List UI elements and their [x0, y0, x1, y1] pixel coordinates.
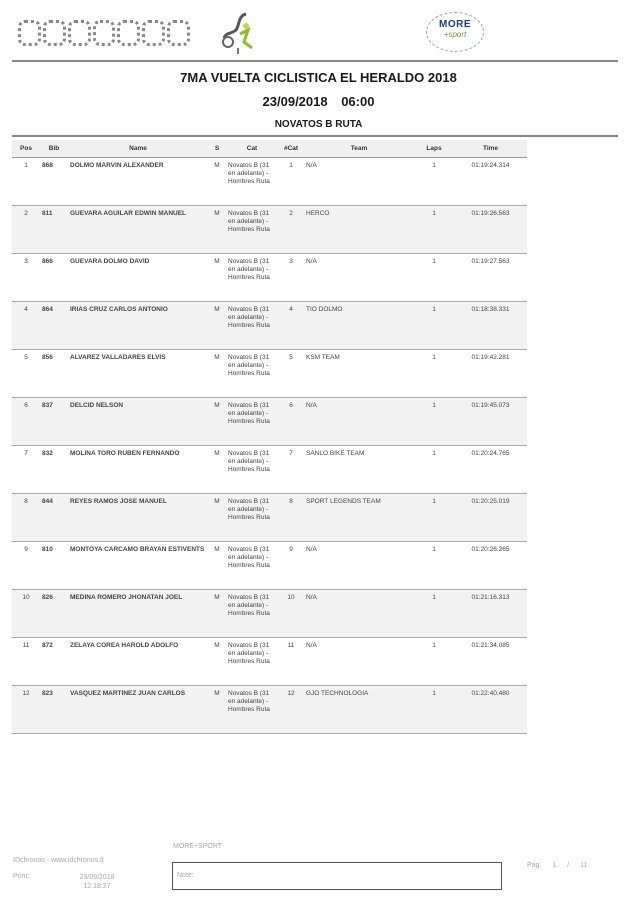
cell-name: IRIAS CRUZ CARLOS ANTONIO	[68, 302, 208, 350]
cell-cat: Novatos B (31 en adelante) - Hombres Ruta	[226, 398, 278, 446]
cell-cat: Novatos B (31 en adelante) - Hombres Ruta	[226, 254, 278, 302]
note-box	[172, 862, 502, 890]
cell-pos: 2	[12, 206, 40, 254]
cell-cpos: 7	[278, 446, 304, 494]
table-row	[12, 542, 527, 590]
cell-name: GUEVARA AGUILAR EDWIN MANUEL	[68, 206, 208, 254]
col-laps: Laps	[414, 140, 454, 158]
cell-cat: Novatos B (31 en adelante) - Hombres Ruta	[226, 446, 278, 494]
cell-cat: Novatos B (31 en adelante) - Hombres Ruta	[226, 590, 278, 638]
cell-laps: 1	[414, 398, 454, 446]
cell-bib: 832	[40, 446, 68, 494]
cell-name: VASQUEZ MARTINEZ JUAN CARLOS	[68, 686, 208, 734]
cell-s: M	[208, 254, 226, 302]
cell-cpos: 12	[278, 686, 304, 734]
cell-cpos: 1	[278, 158, 304, 206]
cell-team: SANLO BIKE TEAM	[304, 446, 414, 494]
cell-cat: Novatos B (31 en adelante) - Hombres Ruta	[226, 350, 278, 398]
event-title: 7MA VUELTA CICLISTICA EL HERALDO 2018	[180, 70, 457, 85]
cell-s: M	[208, 638, 226, 686]
cell-name: ZELAYA COREA HAROLD ADOLFO	[68, 638, 208, 686]
cell-s: M	[208, 302, 226, 350]
cell-cat: Novatos B (31 en adelante) - Hombres Ruta	[226, 638, 278, 686]
table-row	[12, 206, 527, 254]
cell-laps: 1	[414, 158, 454, 206]
cell-bib: 866	[40, 254, 68, 302]
cell-cpos: 11	[278, 638, 304, 686]
cell-time: 01:19:45.073	[454, 398, 527, 446]
cell-cpos: 5	[278, 350, 304, 398]
cyclist-logo-icon	[218, 10, 260, 56]
cell-pos: 12	[12, 686, 40, 734]
cell-bib: 872	[40, 638, 68, 686]
cell-team: N/A	[304, 638, 414, 686]
print-timestamp: 23/09/2018 12:18:27	[79, 874, 115, 890]
table-row	[12, 350, 527, 398]
table-row	[12, 446, 527, 494]
cell-cat: Novatos B (31 en adelante) - Hombres Ruta	[226, 302, 278, 350]
col-team: Team	[304, 140, 414, 158]
table-row	[12, 590, 527, 638]
cell-name: GUEVARA DOLMO DAVID	[68, 254, 208, 302]
cell-time: 01:18:38.331	[454, 302, 527, 350]
cell-s: M	[208, 542, 226, 590]
cell-bib: 856	[40, 350, 68, 398]
cell-name: REYES RAMOS JOSE MANUEL	[68, 494, 208, 542]
cell-bib: 811	[40, 206, 68, 254]
cell-pos: 5	[12, 350, 40, 398]
cell-name: DELCID NELSON	[68, 398, 208, 446]
more-sport-logo: MORE +sport	[426, 12, 484, 52]
cell-s: M	[208, 494, 226, 542]
cell-team: KSM TEAM	[304, 350, 414, 398]
cell-cpos: 6	[278, 398, 304, 446]
results-table	[12, 140, 527, 734]
cell-cat: Novatos B (31 en adelante) - Hombres Ruta	[226, 686, 278, 734]
cell-s: M	[208, 350, 226, 398]
col-name: Name	[68, 140, 208, 158]
cell-laps: 1	[414, 494, 454, 542]
title-divider	[12, 135, 618, 137]
cell-team: GJO TECHNOLOGIA	[304, 686, 414, 734]
cell-team: TIO DOLMO	[304, 302, 414, 350]
cell-cat: Novatos B (31 en adelante) - Hombres Ruta	[226, 158, 278, 206]
table-row	[12, 494, 527, 542]
cell-s: M	[208, 158, 226, 206]
cell-laps: 1	[414, 590, 454, 638]
cell-bib: 868	[40, 158, 68, 206]
cell-pos: 1	[12, 158, 40, 206]
cell-s: M	[208, 398, 226, 446]
footer-sponsor: MORE+SPORT	[173, 843, 223, 850]
cell-bib: 823	[40, 686, 68, 734]
cell-name: ALVAREZ VALLADARES ELVIS	[68, 350, 208, 398]
cell-s: M	[208, 446, 226, 494]
cell-pos: 8	[12, 494, 40, 542]
cell-cpos: 4	[278, 302, 304, 350]
cell-time: 01:22:40.480	[454, 686, 527, 734]
cell-cpos: 8	[278, 494, 304, 542]
table-row	[12, 254, 527, 302]
cell-team: N/A	[304, 590, 414, 638]
cell-time: 01:21:34.085	[454, 638, 527, 686]
cell-name: MEDINA ROMERO JHONATAN JOEL	[68, 590, 208, 638]
table-row	[12, 686, 527, 734]
cell-bib: 826	[40, 590, 68, 638]
cell-s: M	[208, 206, 226, 254]
page-indicator: Pag. 1 / 11	[527, 862, 588, 869]
cell-team: N/A	[304, 398, 414, 446]
cell-time: 01:20:25.019	[454, 494, 527, 542]
cell-pos: 10	[12, 590, 40, 638]
cell-cat: Novatos B (31 en adelante) - Hombres Ruta	[226, 542, 278, 590]
cell-cat: Novatos B (31 en adelante) - Hombres Ruta	[226, 206, 278, 254]
col-pos: Pos	[12, 140, 40, 158]
cell-pos: 11	[12, 638, 40, 686]
cell-laps: 1	[414, 350, 454, 398]
cell-pos: 7	[12, 446, 40, 494]
cell-team: HERCO	[304, 206, 414, 254]
cell-laps: 1	[414, 446, 454, 494]
cell-s: M	[208, 686, 226, 734]
category-title: NOVATOS B RUTA	[274, 119, 363, 130]
table-header-row	[12, 140, 527, 158]
col-time: Time	[454, 140, 527, 158]
table-row	[12, 638, 527, 686]
cell-time: 01:19:42.281	[454, 350, 527, 398]
cell-time: 01:19:27.563	[454, 254, 527, 302]
cell-bib: 844	[40, 494, 68, 542]
col-cat-pos: #Cat	[278, 140, 304, 158]
cell-name: DOLMO MARVIN ALEXANDER	[68, 158, 208, 206]
cell-laps: 1	[414, 638, 454, 686]
cell-laps: 1	[414, 686, 454, 734]
cell-team: SPORT LEGENDS TEAM	[304, 494, 414, 542]
table-row	[12, 398, 527, 446]
cell-cat: Novatos B (31 en adelante) - Hombres Ruta	[226, 494, 278, 542]
cell-time: 01:19:26.563	[454, 206, 527, 254]
cell-time: 01:21:16.313	[454, 590, 527, 638]
cell-pos: 6	[12, 398, 40, 446]
cell-bib: 837	[40, 398, 68, 446]
header-divider	[12, 60, 618, 62]
cell-team: N/A	[304, 542, 414, 590]
cell-pos: 4	[12, 302, 40, 350]
cell-time: 01:20:26.265	[454, 542, 527, 590]
note-label: Note:	[177, 872, 194, 879]
cell-pos: 9	[12, 542, 40, 590]
table-row	[12, 158, 527, 206]
cell-laps: 1	[414, 302, 454, 350]
cell-cpos: 3	[278, 254, 304, 302]
col-sex: S	[208, 140, 226, 158]
cell-name: MOLINA TORO RUBEN FERNANDO	[68, 446, 208, 494]
idchronos-logo	[18, 18, 190, 48]
print-label: Print:	[13, 873, 30, 880]
cell-bib: 810	[40, 542, 68, 590]
cell-laps: 1	[414, 206, 454, 254]
cell-bib: 864	[40, 302, 68, 350]
cell-cpos: 2	[278, 206, 304, 254]
cell-team: N/A	[304, 158, 414, 206]
footer-brand: IDchronos - www.idchronos.it	[13, 857, 104, 864]
cell-time: 01:20:24.765	[454, 446, 527, 494]
cell-cpos: 10	[278, 590, 304, 638]
cell-s: M	[208, 590, 226, 638]
event-datetime: 23/09/2018 06:00	[262, 94, 375, 109]
cell-name: MONTOYA CARCAMO BRAYAN ESTIVENTS	[68, 542, 208, 590]
col-bib: Bib	[40, 140, 68, 158]
table-row	[12, 302, 527, 350]
cell-cpos: 9	[278, 542, 304, 590]
cell-pos: 3	[12, 254, 40, 302]
col-cat: Cat	[226, 140, 278, 158]
cell-laps: 1	[414, 542, 454, 590]
cell-laps: 1	[414, 254, 454, 302]
cell-time: 01:19:24.314	[454, 158, 527, 206]
cell-team: N/A	[304, 254, 414, 302]
